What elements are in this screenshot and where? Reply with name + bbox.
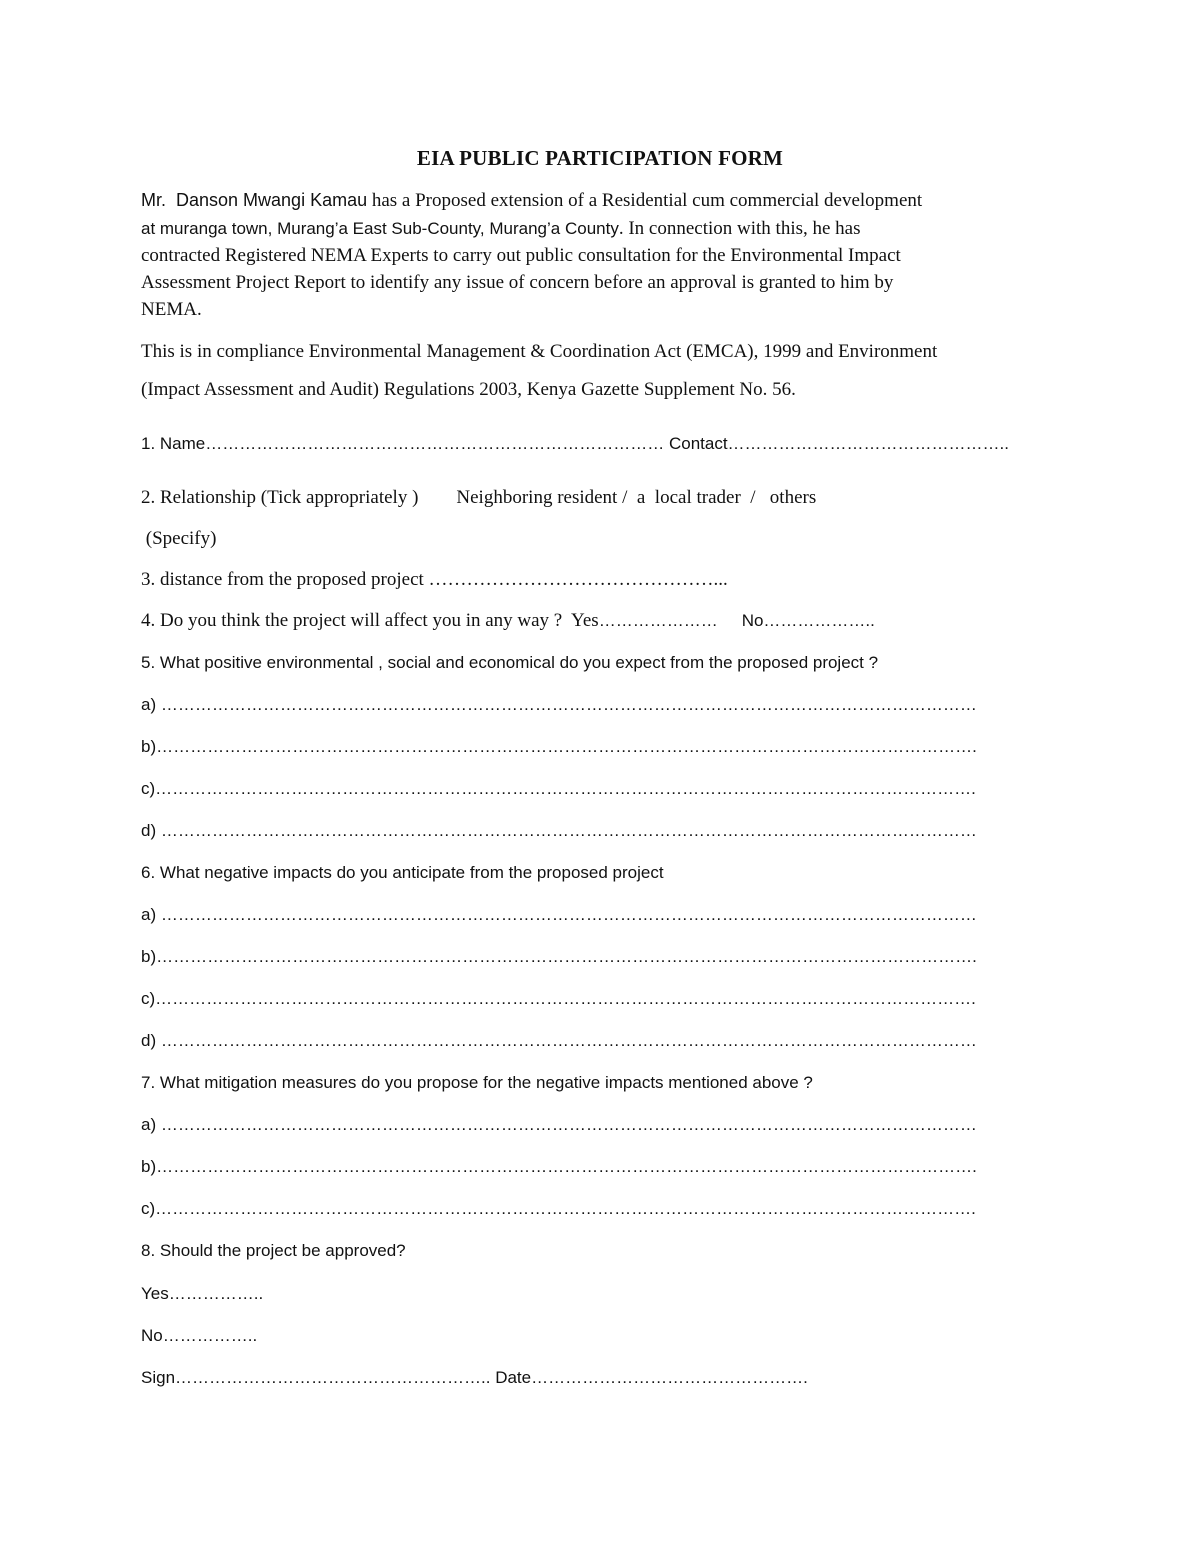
intro-line-2-text: . In connection with this, he has (618, 218, 861, 239)
q6-label: 6. What negative impacts do you anticipate from the proposed project (141, 863, 664, 882)
relationship-line (141, 488, 816, 507)
compliance-line-1: This is in compliance Environmental Management & Coordination Act (EMCA), 1999 and Environment (141, 341, 938, 362)
intro-line-1-text: has a Proposed extension of a Residential cum commercial development (367, 190, 923, 211)
relationship-options[interactable]: Neighboring resident / a local trader / others (456, 487, 817, 508)
relationship-label: 2. Relationship (Tick appropriately ) (141, 487, 419, 508)
affect-label: 4. Do you think the project will affect you in any way ? Yes (141, 610, 599, 631)
project-location: at muranga town, Murang’a East Sub-County, Murang’a County (141, 219, 619, 238)
affect-question (141, 611, 875, 630)
q7-answer-b[interactable]: b)………………………………………………………………………………………………………………………………. (141, 1157, 977, 1176)
approve-yes-field[interactable]: Yes…………….. (141, 1284, 264, 1303)
q6-answer-d[interactable]: d) ……………………………………………………………………………………………………………………………… (141, 1031, 977, 1050)
approve-no-field[interactable]: No…………….. (141, 1326, 258, 1345)
q6-answer-c[interactable]: c)………………………………………………………………………………………………………………………………. (141, 989, 976, 1008)
q5-label: 5. What positive environmental , social and economical do you expect from the proposed project ? (141, 653, 879, 672)
name-contact-field[interactable]: 1. Name……………………………………………………………………… Contact………………………………………….. (141, 434, 1010, 453)
q8-label: 8. Should the project be approved? (141, 1241, 406, 1260)
intro-line-3: contracted Registered NEMA Experts to carry out public consultation for the Environmental Impact (141, 245, 901, 266)
q5-answer-a[interactable]: a) ……………………………………………………………………………………………………………………………… (141, 695, 977, 714)
q6-answer-b[interactable]: b)………………………………………………………………………………………………………………………………. (141, 947, 977, 966)
q5-answer-d[interactable]: d) ……………………………………………………………………………………………………………………………… (141, 821, 977, 840)
q7-answer-c[interactable]: c)………………………………………………………………………………………………………………………………. (141, 1199, 976, 1218)
q6-answer-a[interactable]: a) ……………………………………………………………………………………………………………………………… (141, 905, 977, 924)
intro-line-5: NEMA. (141, 299, 202, 320)
intro-line-2 (141, 219, 861, 238)
affect-no-field[interactable]: No……………….. (741, 611, 875, 630)
distance-field[interactable]: 3. distance from the proposed project ………………………………………... (141, 569, 728, 590)
affect-yes-field[interactable]: ………………… (598, 611, 718, 630)
form-title: EIA PUBLIC PARTICIPATION FORM (416, 146, 784, 170)
intro-line-1 (141, 191, 922, 210)
intro-line-4: Assessment Project Report to identify any issue of concern before an approval is granted to him by (141, 272, 894, 293)
compliance-line-2: (Impact Assessment and Audit) Regulations 2003, Kenya Gazette Supplement No. 56. (141, 379, 796, 400)
sign-date-field[interactable]: Sign……………………………………………….. Date…………………………………………. (141, 1368, 808, 1387)
q5-answer-c[interactable]: c)………………………………………………………………………………………………………………………………. (141, 779, 976, 798)
applicant-name: Mr. Danson Mwangi Kamau (141, 190, 368, 210)
q7-answer-a[interactable]: a) ……………………………………………………………………………………………………………………………… (141, 1115, 977, 1134)
q5-answer-b[interactable]: b)………………………………………………………………………………………………………………………………. (141, 737, 977, 756)
q7-label: 7. What mitigation measures do you propose for the negative impacts mentioned above ? (141, 1073, 813, 1092)
relationship-specify: (Specify) (141, 528, 217, 549)
